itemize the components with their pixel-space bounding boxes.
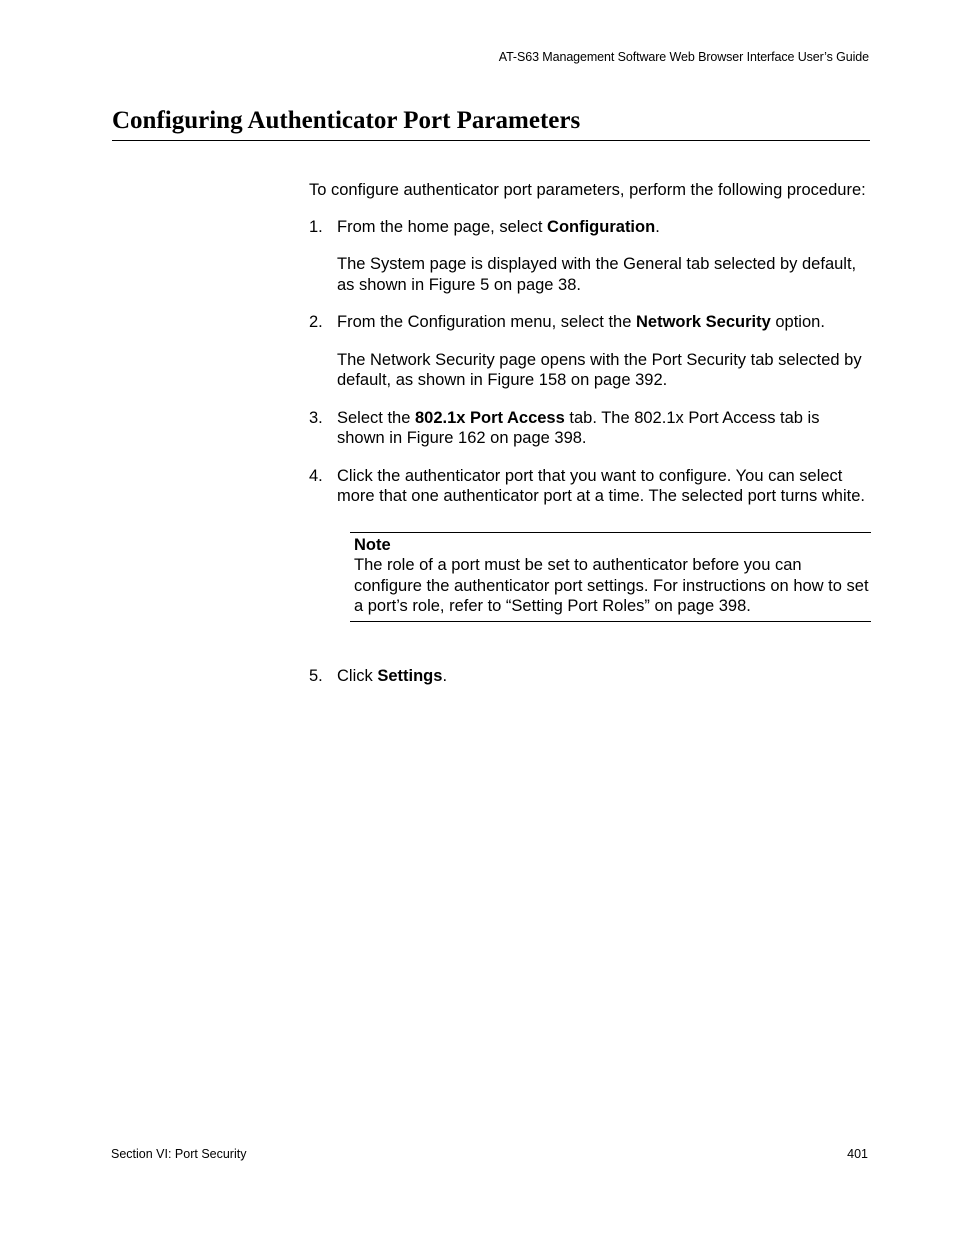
step-text: Click Settings. — [337, 666, 448, 685]
step-3 — [309, 408, 871, 449]
footer-section: Section VI: Port Security — [111, 1147, 247, 1161]
note-body: The role of a port must be set to authenticator before you can configure the authenticator port settings. For instructions on how to set a port’s role, refer to “Setting Port Roles” on page 398. — [354, 556, 869, 615]
step-text: From the home page, select Configuration. — [337, 217, 660, 236]
ui-term: Settings — [377, 666, 443, 685]
procedure-content — [309, 180, 871, 703]
step-number: 4. — [309, 466, 323, 485]
step-number: 5. — [309, 666, 323, 685]
step-text: Click the authenticator port that you want to configure. You can select more that one authenticator port at a time. The selected port turns white. — [337, 466, 865, 505]
step-detail: The Network Security page opens with the Port Security tab selected by default, as shown in Figure 158 on page 392. — [337, 350, 862, 389]
step-text: From the Configuration menu, select the Network Security option. — [337, 313, 825, 331]
title-divider — [112, 140, 870, 141]
step-5 — [309, 666, 871, 687]
intro-paragraph: To configure authenticator port parameters, perform the following procedure: — [309, 181, 866, 199]
step-number: 3. — [309, 408, 323, 427]
step-1 — [309, 217, 871, 296]
step-4 — [309, 466, 871, 507]
step-text: Select the 802.1x Port Access tab. The 802.1x Port Access tab is shown in Figure 162 on page 398. — [337, 408, 820, 447]
section-title: Configuring Authenticator Port Parameters — [112, 107, 581, 134]
note-title: Note — [354, 535, 391, 554]
note-box — [350, 532, 871, 622]
ui-term: Network Security — [635, 313, 771, 331]
step-number: 1. — [309, 217, 323, 236]
step-detail: The System page is displayed with the General tab selected by default, as shown in Figure 5 on page 38. — [337, 255, 857, 294]
ui-term: 802.1x Port Access — [414, 408, 565, 427]
page-number: 401 — [847, 1147, 868, 1161]
running-header: AT-S63 Management Software Web Browser Interface User’s Guide — [498, 50, 869, 64]
ui-term: Configuration — [547, 217, 656, 236]
step-2 — [309, 312, 871, 391]
step-number: 2. — [309, 313, 323, 331]
